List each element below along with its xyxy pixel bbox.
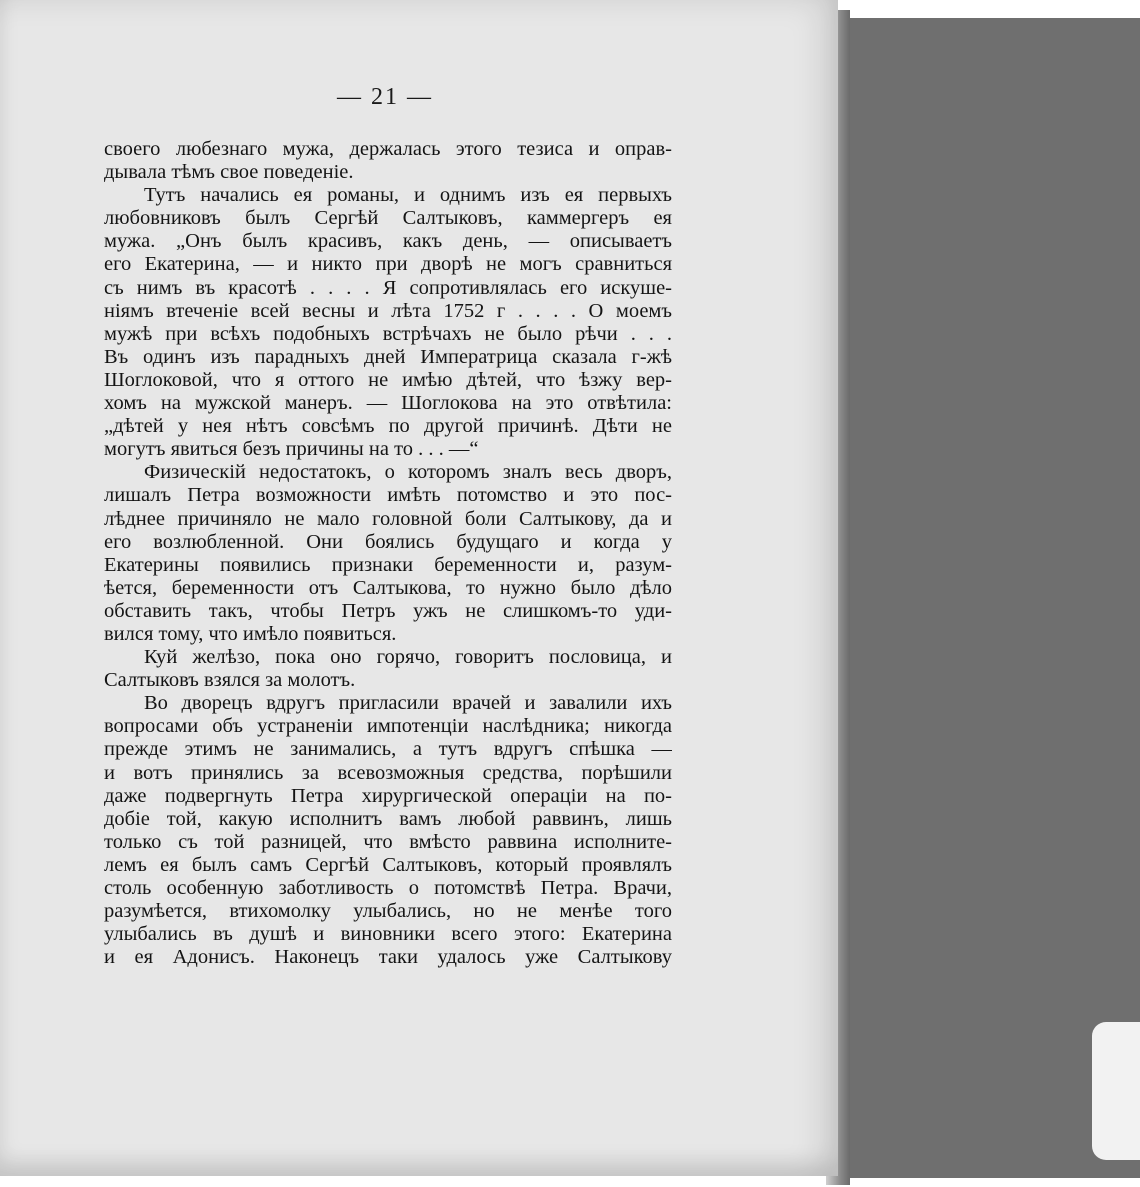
text-line: Куй желѣзо, пока оно горячо, говоритъ пословица, и <box>144 646 672 669</box>
text-line: Въ одинъ изъ парадныхъ дней Императрица сказала г-жѣ <box>104 345 672 368</box>
body-text <box>104 138 672 969</box>
text-line: лишалъ Петра возможности имѣть потомство и это пос- <box>104 484 672 507</box>
text-line: Екатерины появились признаки беременности и, разум- <box>104 553 672 576</box>
text-line: и вотъ принялись за всевозможныя средства, порѣшили <box>104 761 672 784</box>
text-line: могутъ явиться безъ причины на то . . . —“ <box>104 438 479 461</box>
text-line: обставить такъ, чтобы Петръ ужъ не слишкомъ-то уди- <box>104 599 672 622</box>
text-line: вился тому, что имѣло появиться. <box>104 622 397 645</box>
text-line: мужа. „Онъ былъ красивъ, какъ день, — описываетъ <box>104 230 672 253</box>
text-line: вопросами объ устраненіи импотенціи наслѣдника; никогда <box>104 715 672 738</box>
text-line: столь особенную заботливость о потомствѣ Петра. Врачи, <box>104 877 672 899</box>
text-line: его возлюбленной. Они боялись будущаго и когда у <box>104 530 672 553</box>
text-line: его Екатерина, — и никто при дворѣ не могъ сравниться <box>104 253 672 276</box>
text-line: любовниковъ былъ Сергѣй Салтыковъ, каммергеръ ея <box>104 207 672 230</box>
text-line: и ея Адонисъ. Наконецъ таки удалось уже Салтыкову <box>104 946 672 969</box>
text-line: лѣднее причиняло не мало головной боли Салтыкову, да и <box>104 507 672 530</box>
text-line: „дѣтей у нея нѣтъ совсѣмъ по другой причинѣ. Дѣти не <box>104 415 672 438</box>
text-line: ѣется, беременности отъ Салтыкова, то нужно было дѣло <box>104 576 672 599</box>
text-line: Физическій недостатокъ, о которомъ зналъ весь дворъ, <box>144 461 672 484</box>
book-cover-background <box>838 18 1140 1178</box>
paper-scrap <box>1092 1022 1140 1160</box>
text-line: Тутъ начались ея романы, и однимъ изъ ея первыхъ <box>144 184 672 207</box>
text-line: съ нимъ въ красотѣ . . . . Я сопротивлялась его искуше- <box>104 276 672 299</box>
text-line: только съ той разницей, что вмѣсто раввина исполните- <box>104 830 672 853</box>
text-line: хомъ на мужской манеръ. — Шоглокова на это отвѣтила: <box>104 392 672 415</box>
text-line: лемъ ея былъ самъ Сергѣй Салтыковъ, который проявлялъ <box>104 853 672 876</box>
text-line: даже подвергнуть Петра хирургической операціи на по- <box>104 784 672 807</box>
text-line: дывала тѣмъ свое поведеніе. <box>104 161 354 184</box>
text-line: добіе той, какую исполнитъ вамъ любой раввинъ, лишь <box>104 807 672 830</box>
text-line: прежде этимъ не занимались, а тутъ вдругъ спѣшка — <box>104 738 672 761</box>
text-line: улыбались въ душѣ и виновники всего этого: Екатерина <box>104 923 672 946</box>
text-line: своего любезнаго мужа, держалась этого тезиса и оправ- <box>104 138 672 160</box>
text-line: разумѣется, втихомолку улыбались, но не менѣе того <box>104 900 672 923</box>
text-line: мужѣ при всѣхъ подобныхъ встрѣчахъ не было рѣчи . . . <box>104 322 672 345</box>
text-line: Во дворецъ вдругъ пригласили врачей и завалили ихъ <box>144 692 672 715</box>
text-line: ніямъ втеченіе всей весны и лѣта 1752 г . . . . О моемъ <box>104 299 672 322</box>
text-line: Шоглоковой, что я оттого не имѣю дѣтей, что ѣзжу вер- <box>104 368 672 391</box>
text-line: Салтыковъ взялся за молотъ. <box>104 669 356 692</box>
page-number: — 21 — <box>337 84 433 110</box>
